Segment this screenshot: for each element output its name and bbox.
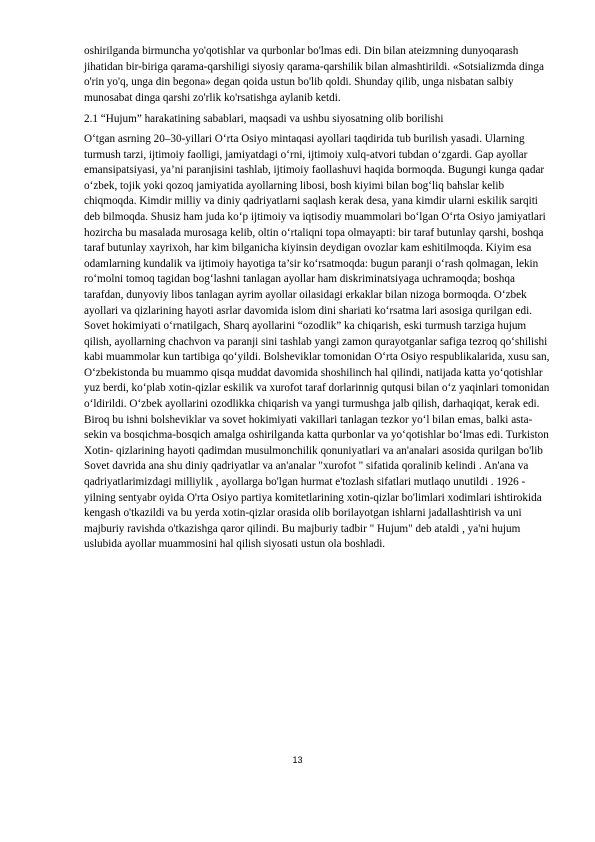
intro-paragraph: oshirilganda birmuncha yo'qotishlar va qurbonlar bo'lmas edi. Din bilan ateizmning dunyoqarash jihatidan bir-biriga qarama-qarshiligi siyosiy qarama-qarshilik bilan almashtirildi. «Sotsializmda dinga o'rin yo'q, unga din begona» degan qoida ustun bo'lib qoldi. Shunday qilib, unga nisbatan salbiy munosabat dinga qarshi zo'rlik ko'rsatishga aylanib ketdi.	[84, 45, 544, 104]
section-heading: 2.1 “Hujum” harakatining sabablari, maqsadi va ushbu siyosatning olib borilishi	[84, 113, 444, 126]
document-page	[84, 44, 550, 553]
page-number: 13	[292, 755, 303, 765]
main-paragraph: O‘tgan asrning 20–30-yillari O‘rta Osiyo mintaqasi ayollari taqdirida tub burilish yasadi. Ularning turmush tarzi, ijtimoiy faolligi, jamiyatdagi o‘rni, ijtimoiy xulq-atvori tubdan o‘zgardi. Gap ayollar emansipatsiyasi, ya’ni paranjisini tashlab, ijtimoiy faollashuvi haqida bormoqda. Bugungi kunga qadar o‘zbek, tojik yoki qozoq jamiyatida ayollarning libosi, bosh kiyimi bilan bog‘liq bahslar kelib chiqmoqda. Kimdir milliy va diniy qadriyatlarni saqlash kerak desa, yana kimdir ularni eskilik sarqiti deb bilmoqda. Shusiz ham juda ko‘p ijtimoiy va iqtisodiy muammolari bo‘lgan O‘rta Osiyo jamiyatlari hozircha bu masalada murosaga kelib, oltin o‘rtaliqni topa olmayapti: bir taraf butunlay qarshi, boshqa taraf butunlay xayrixoh, har kim bilganicha kiyinsin deydigan ovozlar kam eshitilmoqda. Kiyim esa odamlarning kundalik va ijtimoiy hayotiga ta’sir ko‘rsatmoqda: bugun paranji o‘rash qolmagan, lekin ro‘molni tomoq tagidan bog‘lashni tanlagan ayollar ham diskriminatsiyaga uchramoqda; boshqa tarafdan, dunyoviy libos tanlagan ayrim ayollar oilasidagi erkaklar bilan nizoga bormoqda. O‘zbek ayollari va qizlarining hayoti asrlar davomida islom dini shariati ko‘rsatma lari asosiga qurilgan edi. Sovet hokimiyati o‘rnatilgach, Sharq ayollarini “ozodlik” ka chiqarish, eski turmush tarziga hujum qilish, ayollarning chachvon va paranji sini tashlab yangi zamon qurayotganlar safiga tezroq qo‘shilishi kabi muammolar kun tartibiga qo‘yildi. Bolsheviklar tomonidan O‘rta Osiyo respublikalarida, xusu san, O‘zbekistonda bu muammo qisqa muddat davomida shoshilinch hal qilindi, natijada katta yo‘qotishlar yuz berdi, ko‘plab xotin-qizlar eskilik va xurofot taraf dorlarinnig qutqusi bilan o‘z yaqinlari tomonidan o‘ldirildi. O‘zbek ayollarini ozodlikka chiqarish va yangi turmushga jalb qilish, darhaqiqat, kerak edi. Biroq bu ishni bolsheviklar va sovet hokimiyati vakillari tanlagan tezkor yo‘l bilan emas, balki asta-sekin va bosqichma-bosqich amalga oshirilganda katta qurbonlar va yo‘qotishlar bo‘lmas edi. Turkiston Xotin- qizlarining hayoti qadimdan musulmonchilik qonuniyatlari va an'analari asosida qurilgan bo'lib Sovet davrida ana shu diniy qadriyatlar va an'analar "xurofot " sifatida qoralinib kelindi . An'ana va qadriyatlarimizdagi milliylik , ayollarga bo'lgan hurmat e'tozlash sifatlari mutlaqo unutildi . 1926 - yilning sentyabr oyida O'rta Osiyo partiya komitetlarining xotin-qizlar bo'limlari xodimlari ishtirokida kengash o'tkazildi va bu yerda xotin-qizlar orasida olib borilayotgan ishlarni jadallashtirish va uni majburiy ravishda o'tkazishga qaror qilindi. Bu majburiy tadbir " Hujum" deb ataldi , ya'ni hujum uslubida ayollar muammosini hal qilish siyosati ustun ola boshladi.	[84, 132, 550, 551]
